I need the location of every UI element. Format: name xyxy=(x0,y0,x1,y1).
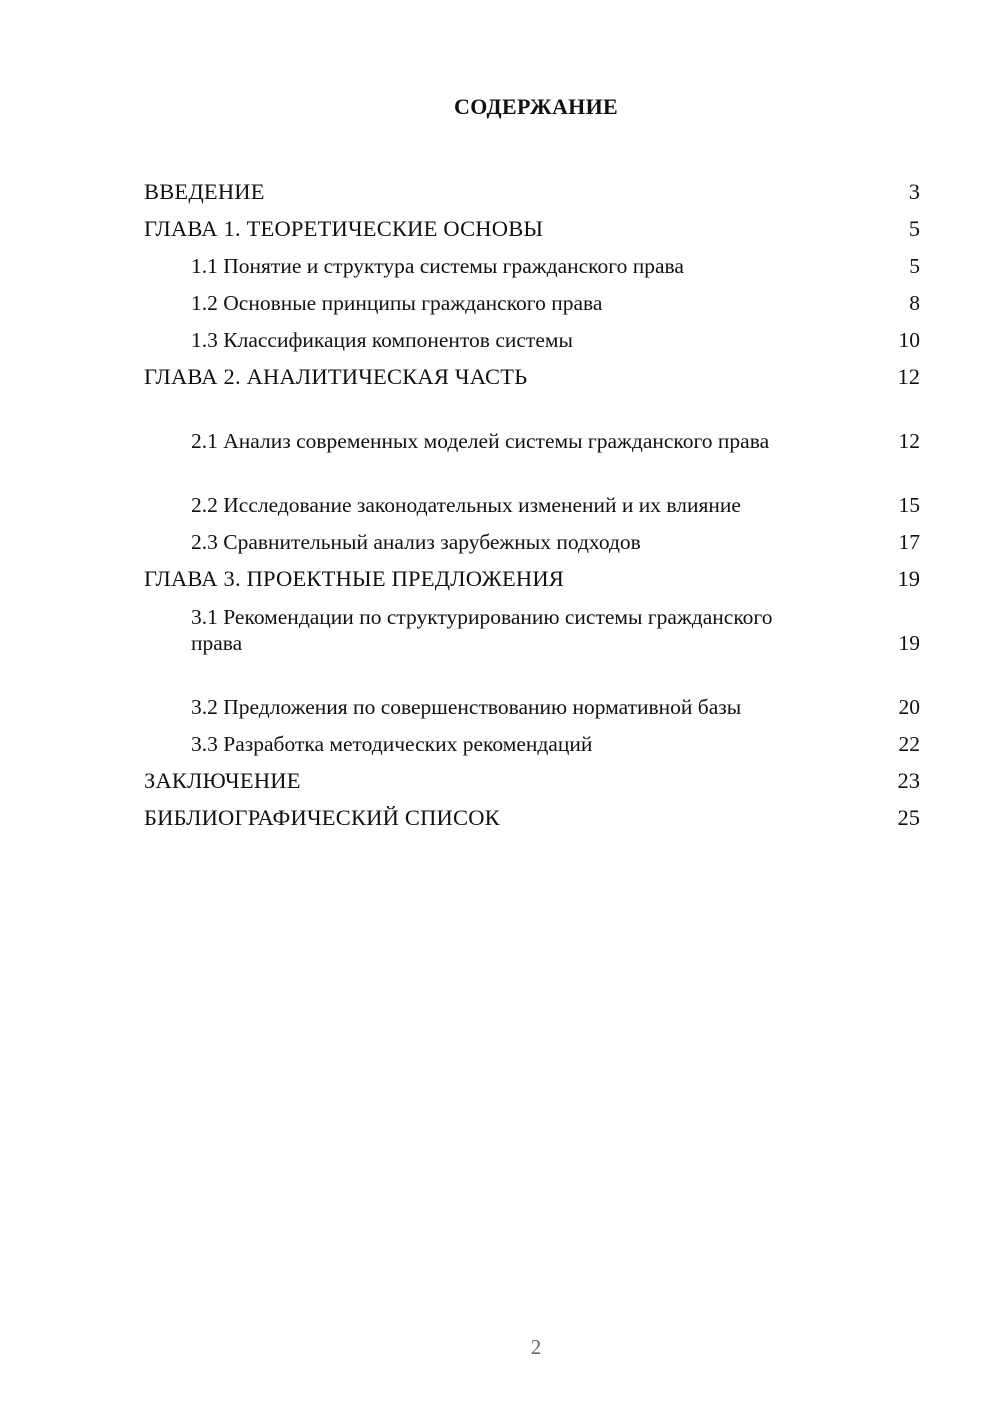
toc-entry-page: 17 xyxy=(898,530,920,554)
toc-entry-conclusion xyxy=(144,757,920,794)
toc-entry-title: ЗАКЛЮЧЕНИЕ xyxy=(144,768,301,793)
toc-entry-title: ВВЕДЕНИЕ xyxy=(144,179,265,204)
toc-entry-section-2-1 xyxy=(144,390,920,454)
page-title: СОДЕРЖАНИЕ xyxy=(454,94,618,119)
toc-entry-page: 12 xyxy=(898,429,920,453)
toc-entry-page: 5 xyxy=(908,216,920,241)
toc-entry-title: 3.1 Рекомендации по структурированию системы гражданского права xyxy=(191,605,773,655)
toc-entry-chapter-3 xyxy=(144,555,920,592)
toc-entry-page: 10 xyxy=(898,328,920,352)
toc-entry-page: 3 xyxy=(908,179,920,204)
toc-entry-section-3-2 xyxy=(144,656,920,720)
toc-entry-page: 20 xyxy=(898,695,920,719)
toc-entry-page: 25 xyxy=(897,805,920,830)
toc-entry-section-1-3 xyxy=(144,316,920,353)
toc-entry-title: 1.1 Понятие и структура системы гражданского права xyxy=(191,254,684,278)
toc-entry-page: 12 xyxy=(897,364,920,389)
toc-entry-chapter-1 xyxy=(144,205,920,242)
toc-entry-section-2-2 xyxy=(144,454,920,518)
toc-entry-bibliography xyxy=(144,794,920,831)
toc-entry-section-1-1 xyxy=(144,242,920,279)
toc-entry-section-3-1 xyxy=(144,592,920,656)
toc-entry-title: ГЛАВА 1. ТЕОРЕТИЧЕСКИЕ ОСНОВЫ xyxy=(144,216,544,241)
toc-entry-title: 1.3 Классификация компонентов системы xyxy=(191,328,573,352)
toc-entry-title: 3.2 Предложения по совершенствованию нормативной базы xyxy=(191,695,742,719)
toc-entry-title: ГЛАВА 3. ПРОЕКТНЫЕ ПРЕДЛОЖЕНИЯ xyxy=(144,566,565,591)
toc-entry-page: 22 xyxy=(898,732,920,756)
toc-entry-introduction xyxy=(144,168,920,205)
toc-entry-title: ГЛАВА 2. АНАЛИТИЧЕСКАЯ ЧАСТЬ xyxy=(144,364,528,389)
toc-entry-title: 2.3 Сравнительный анализ зарубежных подходов xyxy=(191,530,641,554)
toc-entry-title: 2.1 Анализ современных моделей системы гражданского права xyxy=(191,429,770,453)
toc-entry-page: 8 xyxy=(909,291,920,315)
toc-entry-section-3-3 xyxy=(144,720,920,757)
toc-entry-chapter-2 xyxy=(144,353,920,390)
toc-entry-page: 23 xyxy=(897,768,920,793)
toc-entry-title: БИБЛИОГРАФИЧЕСКИЙ СПИСОК xyxy=(144,805,500,830)
toc-entry-section-2-3 xyxy=(144,518,920,555)
toc-entry-page: 19 xyxy=(898,631,920,655)
table-of-contents xyxy=(144,168,920,831)
toc-entry-title: 3.3 Разработка методических рекомендаций xyxy=(191,732,593,756)
toc-entry-section-1-2 xyxy=(144,279,920,316)
toc-entry-title: 1.2 Основные принципы гражданского права xyxy=(191,291,603,315)
toc-entry-title: 2.2 Исследование законодательных изменений и их влияние xyxy=(191,493,741,517)
toc-entry-page: 5 xyxy=(909,254,920,278)
page-number: 2 xyxy=(530,1335,542,1359)
toc-entry-page: 15 xyxy=(898,493,920,517)
toc-entry-page: 19 xyxy=(897,566,920,591)
